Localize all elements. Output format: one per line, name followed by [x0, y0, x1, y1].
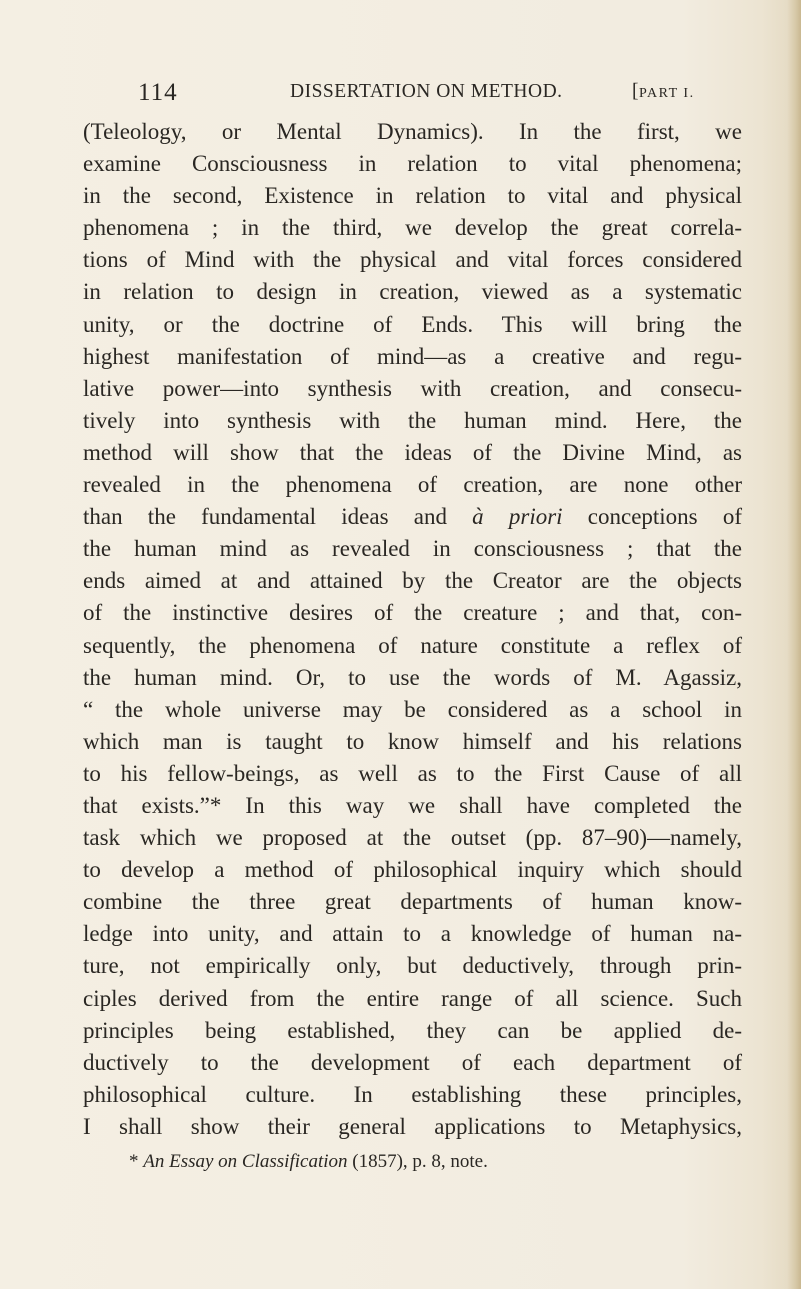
text-line: (Teleology, or Mental Dynamics). In the first, we [83, 119, 742, 144]
text-line: sequently, the phenomena of nature constitute a reflex of [83, 632, 742, 658]
text-line: in relation to design in creation, viewed as a systematic [83, 279, 742, 305]
text-line: method will show that the ideas of the Divine Mind, as [83, 439, 742, 465]
text-line: to his fellow-beings, as well as to the First Cause of all [83, 760, 742, 786]
text-line: philosophical culture. In establishing these principles, [83, 1081, 742, 1107]
text-line: highest manifestation of mind—as a creative and regu- [83, 343, 742, 369]
main-text [83, 116, 742, 1143]
footnote-marker: * [129, 1151, 139, 1172]
text-line: which man is taught to know himself and his relations [83, 728, 742, 754]
text-line: lative power—into synthesis with creation, and consecu- [83, 375, 742, 401]
text-line: of the instinctive desires of the creature ; and that, con- [83, 600, 742, 626]
footnote-title: An Essay on Classification [143, 1151, 348, 1172]
text-line: combine the three great departments of human know- [83, 889, 742, 915]
text-line: “ the whole universe may be considered as a school in [83, 696, 742, 722]
text-line: phenomena ; in the third, we develop the great correla- [83, 215, 742, 241]
text-line: ture, not empirically only, but deductively, through prin- [83, 953, 742, 979]
text-line: tively into synthesis with the human mind. Here, the [83, 407, 742, 433]
footnote [129, 1151, 488, 1173]
text-line: in the second, Existence in relation to vital and physical [83, 183, 742, 209]
text-line: than the fundamental ideas and à priori conceptions of [83, 504, 742, 530]
text-line: that exists.”* In this way we shall have completed the [83, 792, 742, 818]
text-line: tions of Mind with the physical and vital forces considered [83, 247, 742, 273]
page-number: 114 [138, 79, 178, 106]
italic-phrase: à priori [472, 504, 563, 530]
running-head [138, 79, 744, 109]
text-line: task which we proposed at the outset (pp. 87–90)—namely, [83, 825, 742, 851]
text-line: ledge into unity, and attain to a knowledge of human na- [83, 921, 742, 947]
part-bracket: [ [632, 81, 639, 102]
text-line: ductively to the development of each department of [83, 1049, 742, 1075]
part-text: PART I. [639, 86, 695, 101]
text-line: to develop a method of philosophical inquiry which should [83, 857, 742, 883]
text-line: ciples derived from the entire range of all science. Such [83, 985, 742, 1011]
text-line: examine Consciousness in relation to vital phenomena; [83, 151, 742, 177]
text-line: ends aimed at and attained by the Creator are the objects [83, 568, 742, 594]
text-line: revealed in the phenomena of creation, are none other [83, 472, 742, 498]
text-line: I shall show their general applications to Metaphysics, [83, 1113, 742, 1139]
running-title: DISSERTATION ON METHOD. [290, 81, 563, 102]
page-edge-shading [787, 0, 801, 1289]
text-line: the human mind. Or, to use the words of M. Agassiz, [83, 664, 742, 690]
text-line: principles being established, they can be applied de- [83, 1017, 742, 1043]
part-label [632, 81, 695, 103]
text-line: the human mind as revealed in consciousness ; that the [83, 536, 742, 562]
footnote-citation: (1857), p. 8, note. [347, 1151, 488, 1172]
text-line: unity, or the doctrine of Ends. This will bring the [83, 311, 742, 337]
